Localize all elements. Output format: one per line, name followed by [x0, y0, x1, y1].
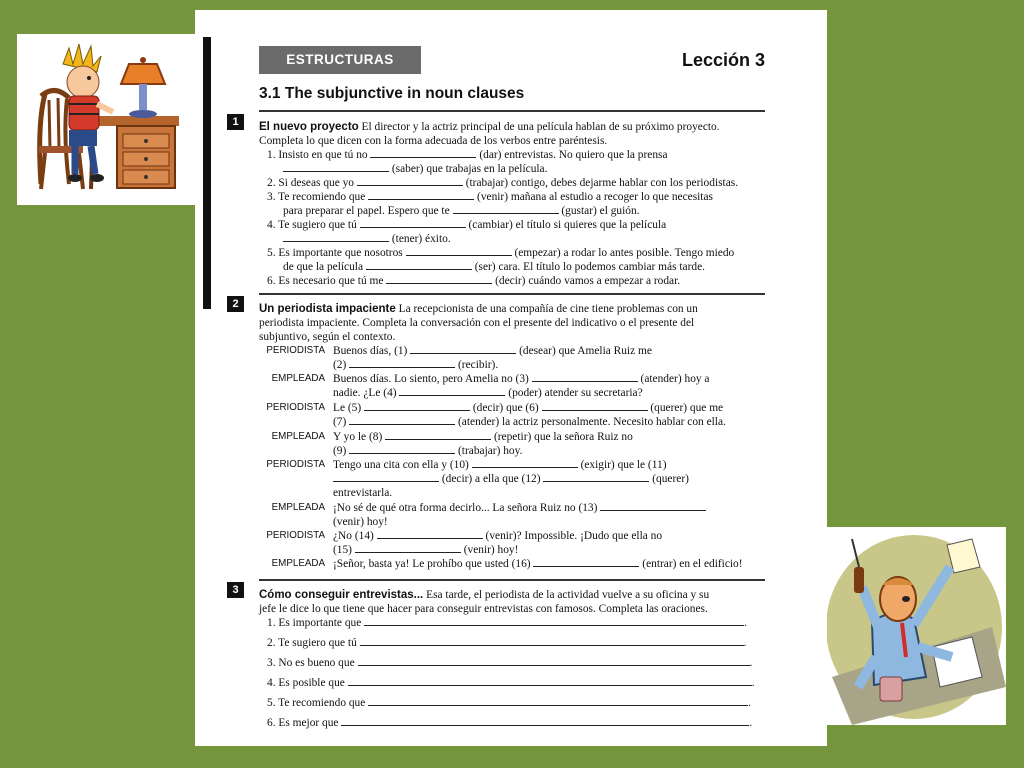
exercise-2-intro-line: periodista impaciente. Completa la conversación con el presente del indicativo o el presente del [259, 317, 695, 329]
exercise-1-intro: El nuevo proyecto El director y la actriz principal de una película hablan de su próximo proyecto. [259, 121, 720, 133]
blank[interactable] [366, 260, 472, 270]
blank[interactable] [600, 501, 706, 511]
speaker-label: PERIODISTA [266, 345, 325, 356]
exercise-1-intro-line: Completa lo que dicen con la forma adecuada de los verbos entre paréntesis. [259, 135, 608, 147]
exercise-2-intro: Un periodista impaciente La recepcionista de una compañía de cine tiene problemas con un [259, 303, 698, 315]
speaker-label: PERIODISTA [266, 459, 325, 470]
blank[interactable] [283, 232, 389, 242]
exercise-number: 2 [227, 296, 244, 312]
boy-at-desk-clipart [17, 34, 197, 205]
speaker-label: EMPLEADA [271, 502, 325, 513]
exercise-3-intro: Cómo conseguir entrevistas... Esa tarde, el periodista de la actividad vuelve a su oficina y su [259, 589, 710, 601]
dialog-line: (15) (venir) hoy! [333, 544, 519, 556]
ex1-item-2: 2. Si deseas que yo (trabajar) contigo, debes dejarme hablar con los periodistas. [267, 177, 739, 189]
dialog-line: (2) (recibir). [333, 359, 499, 371]
ex1-item-5-cont: de que la película (ser) cara. El título lo podemos cambiar más tarde. [283, 261, 705, 273]
blank[interactable] [472, 458, 578, 468]
section-title: 3.1 The subjunctive in noun clauses [259, 85, 525, 102]
ex1-item-3: 3. Te recomiendo que (venir) mañana al estudio a recoger lo que necesitas [267, 191, 713, 203]
answer-line[interactable] [368, 696, 748, 706]
blank[interactable] [543, 472, 649, 482]
dialog-line: (decir) a ella que (12) (querer) [333, 472, 689, 486]
divider [259, 293, 765, 295]
ex3-item: 6. Es mejor que . [267, 717, 753, 729]
blank[interactable] [357, 176, 463, 186]
exercise-number: 3 [227, 582, 244, 598]
divider [259, 110, 765, 112]
estructuras-header: ESTRUCTURAS [259, 46, 421, 74]
exercise-2-intro-line: subjuntivo, según el contexto. [259, 331, 396, 343]
busy-worker-clipart [822, 527, 1006, 725]
blank[interactable] [385, 430, 491, 440]
ex3-item: 4. Es posible que . [267, 677, 755, 689]
speaker-label: PERIODISTA [266, 530, 325, 541]
ex3-item: 2. Te sugiero que tú . [267, 637, 747, 649]
answer-line[interactable] [364, 616, 744, 626]
blank[interactable] [542, 401, 648, 411]
ex1-item-1-cont: (saber) que trabajas en la película. [283, 162, 547, 176]
dialog-line: ¿No (14) (venir)? Impossible. ¡Dudo que ella no [333, 530, 663, 542]
exercise-1-title: El nuevo proyecto [259, 121, 359, 133]
speaker-label: PERIODISTA [266, 402, 325, 413]
dialog-line: Buenos días, (1) (desear) que Amelia Ruiz me [333, 345, 652, 357]
blank[interactable] [349, 415, 455, 425]
speaker-label: EMPLEADA [271, 431, 325, 442]
blank[interactable] [283, 162, 389, 172]
divider [259, 579, 765, 581]
ex1-item-1: 1. Insisto en que tú no (dar) entrevistas. No quiero que la prensa [267, 149, 668, 161]
blank[interactable] [399, 386, 505, 396]
answer-line[interactable] [358, 656, 750, 666]
dialog-line: (9) (trabajar) hoy. [333, 445, 523, 457]
dialog-line: Tengo una cita con ella y (10) (exigir) que le (11) [333, 459, 667, 471]
blank[interactable] [364, 401, 470, 411]
lesson-title: Lección 3 [681, 50, 765, 70]
blank[interactable] [453, 204, 559, 214]
blank[interactable] [533, 557, 639, 567]
dialog-line: Y yo le (8) (repetir) que la señora Ruiz no [333, 431, 633, 443]
blank[interactable] [406, 246, 512, 256]
ex1-item-4-cont: (tener) éxito. [283, 232, 451, 246]
ex1-item-6: 6. Es necesario que tú me (decir) cuándo vamos a empezar a rodar. [267, 275, 681, 287]
exercise-3-intro-line: jefe le dice lo que tiene que hacer para conseguir entrevistas con famosos. Completa las oraciones. [259, 603, 708, 615]
answer-line[interactable] [360, 636, 744, 646]
blank[interactable] [349, 358, 455, 368]
blank[interactable] [377, 529, 483, 539]
speaker-label: EMPLEADA [271, 558, 325, 569]
ex1-item-5: 5. Es importante que nosotros (empezar) a rodar lo antes posible. Tengo miedo [267, 247, 735, 259]
answer-line[interactable] [341, 716, 749, 726]
exercise-3-title: Cómo conseguir entrevistas... [259, 589, 424, 601]
ex3-item: 1. Es importante que . [267, 617, 747, 629]
speaker-label: EMPLEADA [271, 373, 325, 384]
dialog-line: ¡Señor, basta ya! Le prohíbo que usted (16) (entrar) en el edificio! [333, 558, 743, 570]
exercise-number: 1 [227, 114, 244, 130]
dialog-line: entrevistarla. [333, 487, 393, 499]
blank[interactable] [532, 372, 638, 382]
blank[interactable] [349, 444, 455, 454]
blank[interactable] [370, 148, 476, 158]
dialog-line: (venir) hoy! [333, 516, 388, 528]
dialog-line: nadie. ¿Le (4) (poder) atender su secretaria? [333, 387, 643, 399]
ex1-item-4: 4. Te sugiero que tú (cambiar) el título si quieres que la película [267, 219, 667, 231]
blank[interactable] [368, 190, 474, 200]
blank[interactable] [410, 344, 516, 354]
blank[interactable] [360, 218, 466, 228]
exercise-2-title: Un periodista impaciente [259, 303, 396, 315]
dialog-line: Le (5) (decir) que (6) (querer) que me [333, 402, 724, 414]
margin-bar [203, 37, 211, 309]
dialog-line: Buenos días. Lo siento, pero Amelia no (3) (atender) hoy a [333, 373, 710, 385]
answer-line[interactable] [348, 676, 752, 686]
blank[interactable] [333, 472, 439, 482]
ex1-item-3-cont: para preparar el papel. Espero que te (gustar) el guión. [283, 205, 640, 217]
blank[interactable] [355, 543, 461, 553]
dialog-line: (7) (atender) la actriz personalmente. Necesito hablar con ella. [333, 416, 726, 428]
dialog-line: ¡No sé de qué otra forma decirlo... La señora Ruiz no (13) [333, 501, 706, 515]
blank[interactable] [386, 274, 492, 284]
ex3-item: 5. Te recomiendo que . [267, 697, 752, 709]
worksheet-page [195, 10, 827, 746]
ex3-item: 3. No es bueno que . [267, 657, 753, 669]
